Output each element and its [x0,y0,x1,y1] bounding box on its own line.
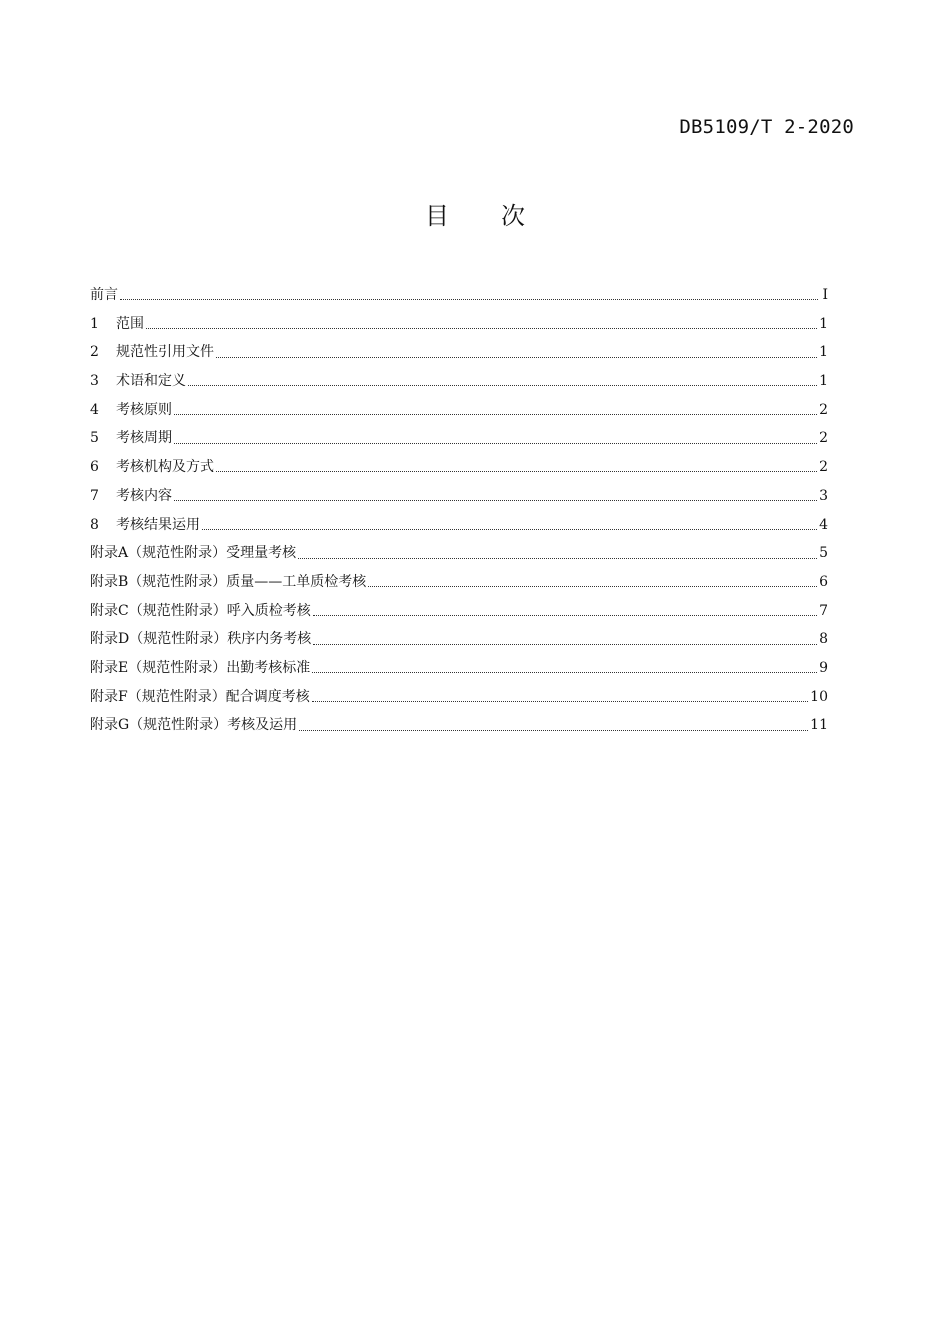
toc-entry[interactable] [90,654,828,683]
toc-leader-dots [299,719,808,733]
toc-entry[interactable] [90,539,828,568]
toc-entry-page: 2 [819,401,828,418]
toc-entry[interactable] [90,711,828,740]
toc-entry-title: 附录G（规范性附录）考核及运用 [90,717,298,734]
toc-title: 目次 [425,202,577,230]
toc-entry-number: 1 [90,315,99,332]
toc-entry-page: 4 [819,516,828,533]
toc-entry[interactable] [90,396,828,425]
toc-entry[interactable] [90,367,828,396]
toc-entry[interactable] [90,597,828,626]
toc-entry[interactable] [90,310,828,339]
toc-entry-page: 1 [819,373,828,390]
toc-leader-dots [312,661,817,675]
toc-entry-title: 考核结果运用 [116,516,200,533]
toc-entry-number: 7 [90,487,99,504]
toc-leader-dots [298,547,817,561]
toc-entry-title: 附录B（规范性附录）质量——工单质检考核 [90,573,367,590]
toc-entry[interactable] [90,511,828,540]
toc-entry-page: 10 [810,688,828,705]
toc-entry-title: 考核内容 [116,487,172,504]
toc-leader-dots [120,288,818,302]
toc-entry-page: 2 [819,430,828,447]
toc-entry-page: 1 [819,315,828,332]
toc-entry[interactable] [90,338,828,367]
toc-entry[interactable] [90,482,828,511]
toc-leader-dots [188,374,817,388]
toc-entry-page: 7 [819,602,828,619]
toc-entry[interactable] [90,568,828,597]
toc-entry-number: 5 [90,430,99,447]
toc-leader-dots [174,432,817,446]
toc-entry-title: 规范性引用文件 [116,344,214,361]
toc-entry-number: 6 [90,459,99,476]
toc-entry-title: 考核周期 [116,430,172,447]
toc-entry-page: 1 [819,344,828,361]
toc-entry-page: I [822,287,828,303]
document-code: DB5109/T 2-2020 [679,116,854,138]
toc-entry-title: 附录A（规范性附录）受理量考核 [90,545,297,562]
toc-leader-dots [146,317,817,331]
toc-leader-dots [313,633,817,647]
toc-entry[interactable] [90,424,828,453]
toc-entry-number: 2 [90,344,99,361]
toc-entry-number: 8 [90,516,99,533]
toc-entry[interactable] [90,281,828,310]
toc-entry-title: 术语和定义 [116,373,186,390]
toc-entry-title: 前言 [90,287,118,303]
toc-entry-title: 附录F（规范性附录）配合调度考核 [90,688,310,705]
toc-leader-dots [312,690,808,704]
toc-leader-dots [216,460,817,474]
toc-leader-dots [368,575,817,589]
toc-entry-number: 3 [90,373,99,390]
toc-entry[interactable] [90,683,828,712]
toc-entry[interactable] [90,625,828,654]
toc-entry-page: 3 [819,487,828,504]
toc-entry-title: 附录D（规范性附录）秩序内务考核 [90,631,312,648]
toc-entry-page: 6 [819,573,828,590]
toc-entry-page: 8 [819,631,828,648]
toc-entry[interactable] [90,453,828,482]
toc-entry-title: 范围 [116,315,144,332]
toc-entry-title: 附录C（规范性附录）呼入质检考核 [90,602,311,619]
toc-entry-page: 5 [819,545,828,562]
toc-leader-dots [174,403,817,417]
toc-leader-dots [216,346,817,360]
toc-leader-dots [174,489,817,503]
toc-entry-page: 2 [819,459,828,476]
toc-leader-dots [202,518,817,532]
toc-entry-number: 4 [90,401,99,418]
toc-list [90,281,828,740]
toc-leader-dots [313,604,817,618]
toc-entry-page: 9 [819,659,828,676]
toc-entry-title: 附录E（规范性附录）出勤考核标准 [90,659,311,676]
toc-entry-title: 考核原则 [116,401,172,418]
toc-entry-page: 11 [810,717,828,734]
toc-entry-title: 考核机构及方式 [116,459,214,476]
